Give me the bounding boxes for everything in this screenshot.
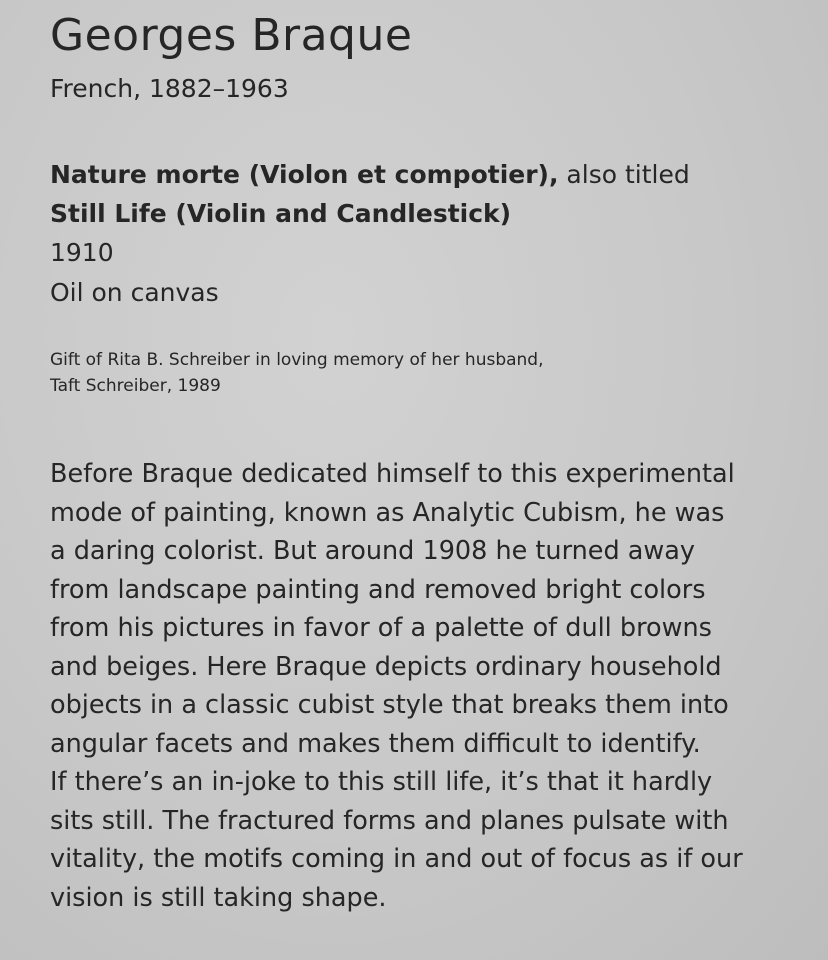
credit-line-text: Taft Schreiber, 1989 bbox=[50, 376, 221, 396]
description-line: objects in a classic cubist style that breaks them into bbox=[50, 690, 729, 720]
description-line: angular facets and makes them difficult to identify. bbox=[50, 728, 701, 759]
artwork-title-secondary-line bbox=[50, 199, 511, 228]
artwork-medium: Oil on canvas bbox=[50, 278, 219, 307]
artist-nationality-dates: French, 1882–1963 bbox=[50, 74, 289, 103]
description-line: mode of painting, known as Analytic Cubism, he was bbox=[50, 497, 725, 528]
description-line: sits still. The fractured forms and planes pulsate with bbox=[50, 805, 729, 836]
description-line: Before Braque dedicated himself to this experimental bbox=[50, 459, 735, 489]
artwork-title-line bbox=[50, 160, 690, 189]
artwork-title-secondary: Still Life (Violin and Candlestick) bbox=[50, 199, 512, 228]
credit-line bbox=[50, 347, 750, 399]
description-line: If there’s an in-joke to this still life, it’s that it hardly bbox=[50, 767, 713, 797]
artwork-title-connector: also titled bbox=[558, 160, 690, 189]
artwork-date: 1910 bbox=[50, 238, 114, 267]
description-line: vision is still taking shape. bbox=[50, 882, 387, 913]
description-line: a daring colorist. But around 1908 he turned away bbox=[50, 536, 695, 566]
description-line: from his pictures in favor of a palette of dull browns bbox=[50, 613, 712, 643]
description-line: vitality, the motifs coming in and out of focus as if our bbox=[50, 844, 743, 874]
artwork-title-primary: Nature morte (Violon et compotier), bbox=[50, 160, 559, 189]
artist-name: Georges Braque bbox=[50, 10, 413, 61]
description-paragraph bbox=[50, 455, 810, 917]
credit-line-text: Gift of Rita B. Schreiber in loving memory of her husband, bbox=[50, 350, 544, 370]
description-line: from landscape painting and removed bright colors bbox=[50, 574, 706, 605]
description-line: and beiges. Here Braque depicts ordinary household bbox=[50, 651, 722, 682]
